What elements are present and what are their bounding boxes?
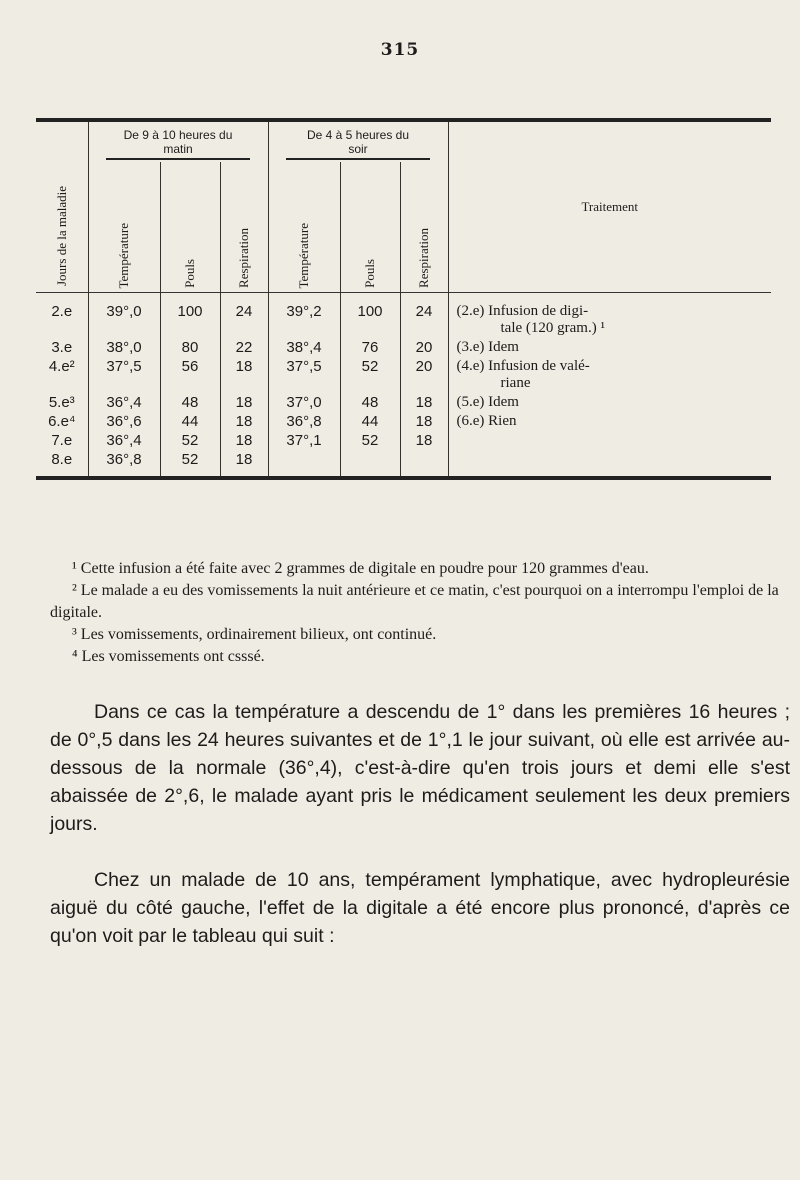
cell-resp-morning: 18 (220, 431, 268, 450)
footnotes (50, 558, 790, 668)
cell-temp-morning: 37°,5 (88, 357, 160, 393)
footnote: ¹ Cette infusion a été faite avec 2 grammes de digitale en poudre pour 120 grammes d'eau. (72, 560, 649, 577)
cell-treatment: (6.e) Rien (456, 413, 517, 429)
cell-treatment (448, 450, 771, 476)
cell-resp-morning: 22 (220, 338, 268, 357)
footnote: ⁴ Les vomissements ont csssé. (72, 648, 265, 665)
header-pulse-evening: Pouls (340, 162, 400, 293)
cell-treatment: (3.e) Idem (456, 339, 519, 355)
cell-pulse-evening: 100 (340, 293, 400, 339)
table-row (36, 293, 771, 339)
cell-temp-evening: 37°,1 (268, 431, 340, 450)
paragraph: Dans ce cas la température a descendu de 1° dans les premières 16 heures ; de 0°,5 dans les 24 heures suivantes et de 1°,1 le jour suivant, où elle est arrivée au-dessous de la normale (36°,4), c'est-à-dire qu'en trois jours et demi elle s'est abaissée de 2°,6, le malade ayant pris le médicament seulement les deux premiers jours. (50, 701, 790, 835)
table-row (36, 450, 771, 476)
cell-day: 4.e² (36, 357, 88, 393)
cell-day: 8.e (36, 450, 88, 476)
cell-temp-morning: 36°,4 (88, 431, 160, 450)
header-respiration-evening: Respiration (400, 162, 448, 293)
cell-day: 5.e³ (36, 393, 88, 412)
cell-treatment: (2.e) Infusion de digi- tale (120 gram.) ¹ (456, 303, 605, 336)
cell-resp-evening: 20 (400, 338, 448, 357)
cell-resp-evening: 20 (400, 357, 448, 393)
cell-pulse-evening (340, 450, 400, 476)
cell-resp-evening (400, 450, 448, 476)
cell-day: 6.e⁴ (36, 412, 88, 431)
paragraph: Chez un malade de 10 ans, tempérament lymphatique, avec hydropleurésie aiguë du côté gauche, l'effet de la digitale a été encore plus prononcé, d'après ce qu'on voit par le tableau qui suit : (50, 869, 790, 947)
cell-resp-evening: 18 (400, 393, 448, 412)
header-temperature-evening: Température (268, 162, 340, 293)
cell-pulse-evening: 76 (340, 338, 400, 357)
table-row (36, 357, 771, 393)
cell-temp-evening: 37°,0 (268, 393, 340, 412)
cell-day: 3.e (36, 338, 88, 357)
table-row (36, 431, 771, 450)
cell-temp-morning: 38°,0 (88, 338, 160, 357)
cell-pulse-evening: 44 (340, 412, 400, 431)
header-pulse-morning: Pouls (160, 162, 220, 293)
cell-temp-evening (268, 450, 340, 476)
cell-pulse-morning: 52 (160, 450, 220, 476)
cell-temp-morning: 36°,4 (88, 393, 160, 412)
cell-resp-morning: 18 (220, 450, 268, 476)
table-row (36, 338, 771, 357)
cell-resp-morning: 18 (220, 357, 268, 393)
cell-temp-evening: 39°,2 (268, 293, 340, 339)
cell-resp-evening: 18 (400, 412, 448, 431)
cell-pulse-evening: 48 (340, 393, 400, 412)
cell-temp-morning: 36°,8 (88, 450, 160, 476)
header-day: Jours de la maladie (36, 122, 88, 293)
header-morning-group: De 9 à 10 heures du matin (88, 122, 268, 162)
cell-pulse-evening: 52 (340, 357, 400, 393)
cell-day: 7.e (36, 431, 88, 450)
body-text (50, 698, 790, 978)
table-bottom-rule (36, 476, 771, 480)
cell-pulse-morning: 80 (160, 338, 220, 357)
cell-temp-evening: 37°,5 (268, 357, 340, 393)
cell-treatment: (4.e) Infusion de valé- riane (456, 358, 590, 391)
cell-resp-evening: 18 (400, 431, 448, 450)
cell-resp-morning: 18 (220, 412, 268, 431)
clinical-table (36, 118, 771, 480)
cell-pulse-evening: 52 (340, 431, 400, 450)
cell-day: 2.e (36, 293, 88, 339)
cell-temp-evening: 38°,4 (268, 338, 340, 357)
table-row (36, 393, 771, 412)
footnote: ² Le malade a eu des vomissements la nuit antérieure et ce matin, c'est pourquoi on a interrompu l'emploi de la digitale. (50, 582, 779, 621)
cell-pulse-morning: 52 (160, 431, 220, 450)
cell-resp-morning: 24 (220, 293, 268, 339)
cell-pulse-morning: 56 (160, 357, 220, 393)
cell-pulse-morning: 100 (160, 293, 220, 339)
cell-temp-morning: 36°,6 (88, 412, 160, 431)
cell-resp-morning: 18 (220, 393, 268, 412)
header-respiration-morning: Respiration (220, 162, 268, 293)
table-row (36, 412, 771, 431)
footnote: ³ Les vomissements, ordinairement bilieux, ont continué. (72, 626, 437, 643)
header-temperature-morning: Température (88, 162, 160, 293)
cell-pulse-morning: 48 (160, 393, 220, 412)
cell-treatment: (5.e) Idem (456, 394, 519, 410)
cell-pulse-morning: 44 (160, 412, 220, 431)
header-evening-group: De 4 à 5 heures du soir (268, 122, 448, 162)
cell-temp-evening: 36°,8 (268, 412, 340, 431)
cell-resp-evening: 24 (400, 293, 448, 339)
cell-treatment (448, 431, 771, 450)
cell-temp-morning: 39°,0 (88, 293, 160, 339)
page-number: 315 (380, 40, 420, 60)
header-treatment: Traitement (448, 122, 771, 293)
